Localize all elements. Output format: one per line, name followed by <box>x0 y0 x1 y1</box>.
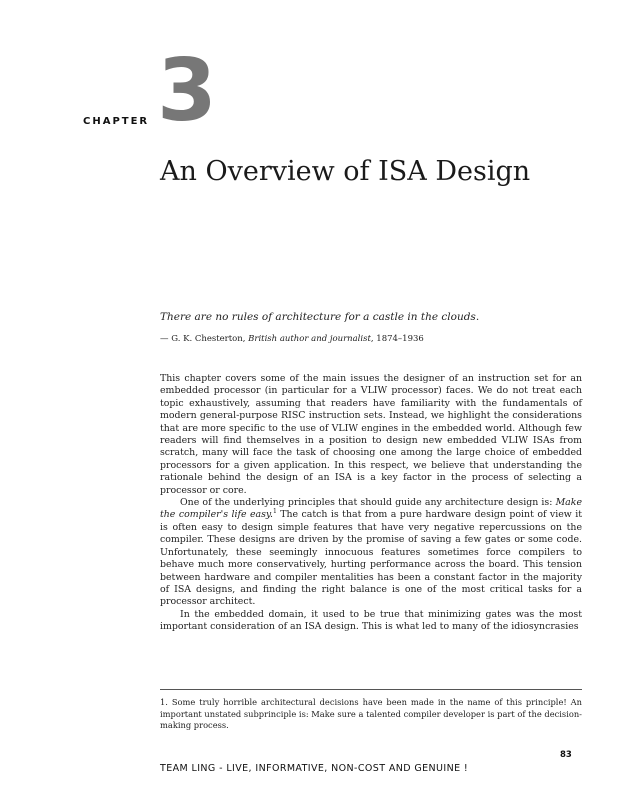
paragraph-2-end: The catch is that from a pure hardware design point of view it is often easy to design simple features that have very negative repercussions on the compiler. These designs are driven by the promise of saving a few gates or some code. Unfortunately, these seemingly innocuous features sometimes force compilers to behave much more conservatively, hurting performance across the board. This tension between hardware and compiler mentalities has been a constant factor in the majority of ISA designs, and finding the right balance is one of the most critical tasks for a processor architect. <box>160 509 582 608</box>
attribution-years: , 1874–1936 <box>370 334 424 344</box>
attribution-author: — G. K. Chesterton, <box>160 334 249 344</box>
paragraph-1: This chapter covers some of the main issues the designer of an instruction set for an embedded processor (in particular for a VLIW processor) faces. We do not treat each topic exhaustively, assuming that readers have familiarity with the fundamentals of modern general-purpose RISC instruction sets. Instead, we highlight the considerations that are more specific to the use of VLIW engines in the embedded world. Although few readers will find themselves in a position to design new embedded VLIW ISAs from scratch, many will face the task of choosing one among the large choice of embedded processors for a given application. In this respect, we believe that understanding the rationale behind the design of an ISA is a key factor in the process of selecting a processor or core. <box>160 373 582 496</box>
epigraph-attribution <box>160 334 590 344</box>
body-text <box>160 373 582 634</box>
page-number: 83 <box>560 750 572 760</box>
paragraph-2: One of the underlying principles that should guide any architecture design is: Make the compiler's life easy.$^1$ The catch is that from a pure hardware design point of view it is often easy to design simple features that have very negative repercussions on the compiler. These designs are driven by the promise of saving a few gates or some code. Unfortunately, these seemingly innocuous features sometimes force compilers to behave much more conservatively, hurting performance across the board. This tension between hardware and compiler mentalities has been a constant factor in the majority of ISA designs, and finding the right balance is one of the most critical tasks for a processor architect. <box>160 497 582 608</box>
footnote: 1. Some truly horrible architectural decisions have been made in the name of this principle! An important unstated subprinciple is: Make sure a talented compiler developer is part of the decision-making process. <box>160 697 582 730</box>
footnote-divider <box>160 689 582 690</box>
paragraph-2-emphasis: Make the compiler's life easy <box>160 497 582 521</box>
chapter-label: CHAPTER <box>83 116 150 127</box>
epigraph-quote: There are no rules of architecture for a castle in the clouds. <box>160 311 480 323</box>
footer-banner: TEAM LING - LIVE, INFORMATIVE, NON-COST AND GENUINE ! <box>160 763 469 774</box>
attribution-role: British author and journalist <box>248 334 371 344</box>
paragraph-3: In the embedded domain, it used to be true that minimizing gates was the most important consideration of an ISA design. This is what led to many of the idiosyncrasies <box>160 608 582 633</box>
footnote-mark: 1 <box>272 508 277 516</box>
paragraph-2-start: One of the underlying principles that should guide any architecture design is: <box>180 497 556 509</box>
chapter-title: An Overview of ISA Design <box>160 156 531 187</box>
chapter-number: 3 <box>157 41 217 141</box>
